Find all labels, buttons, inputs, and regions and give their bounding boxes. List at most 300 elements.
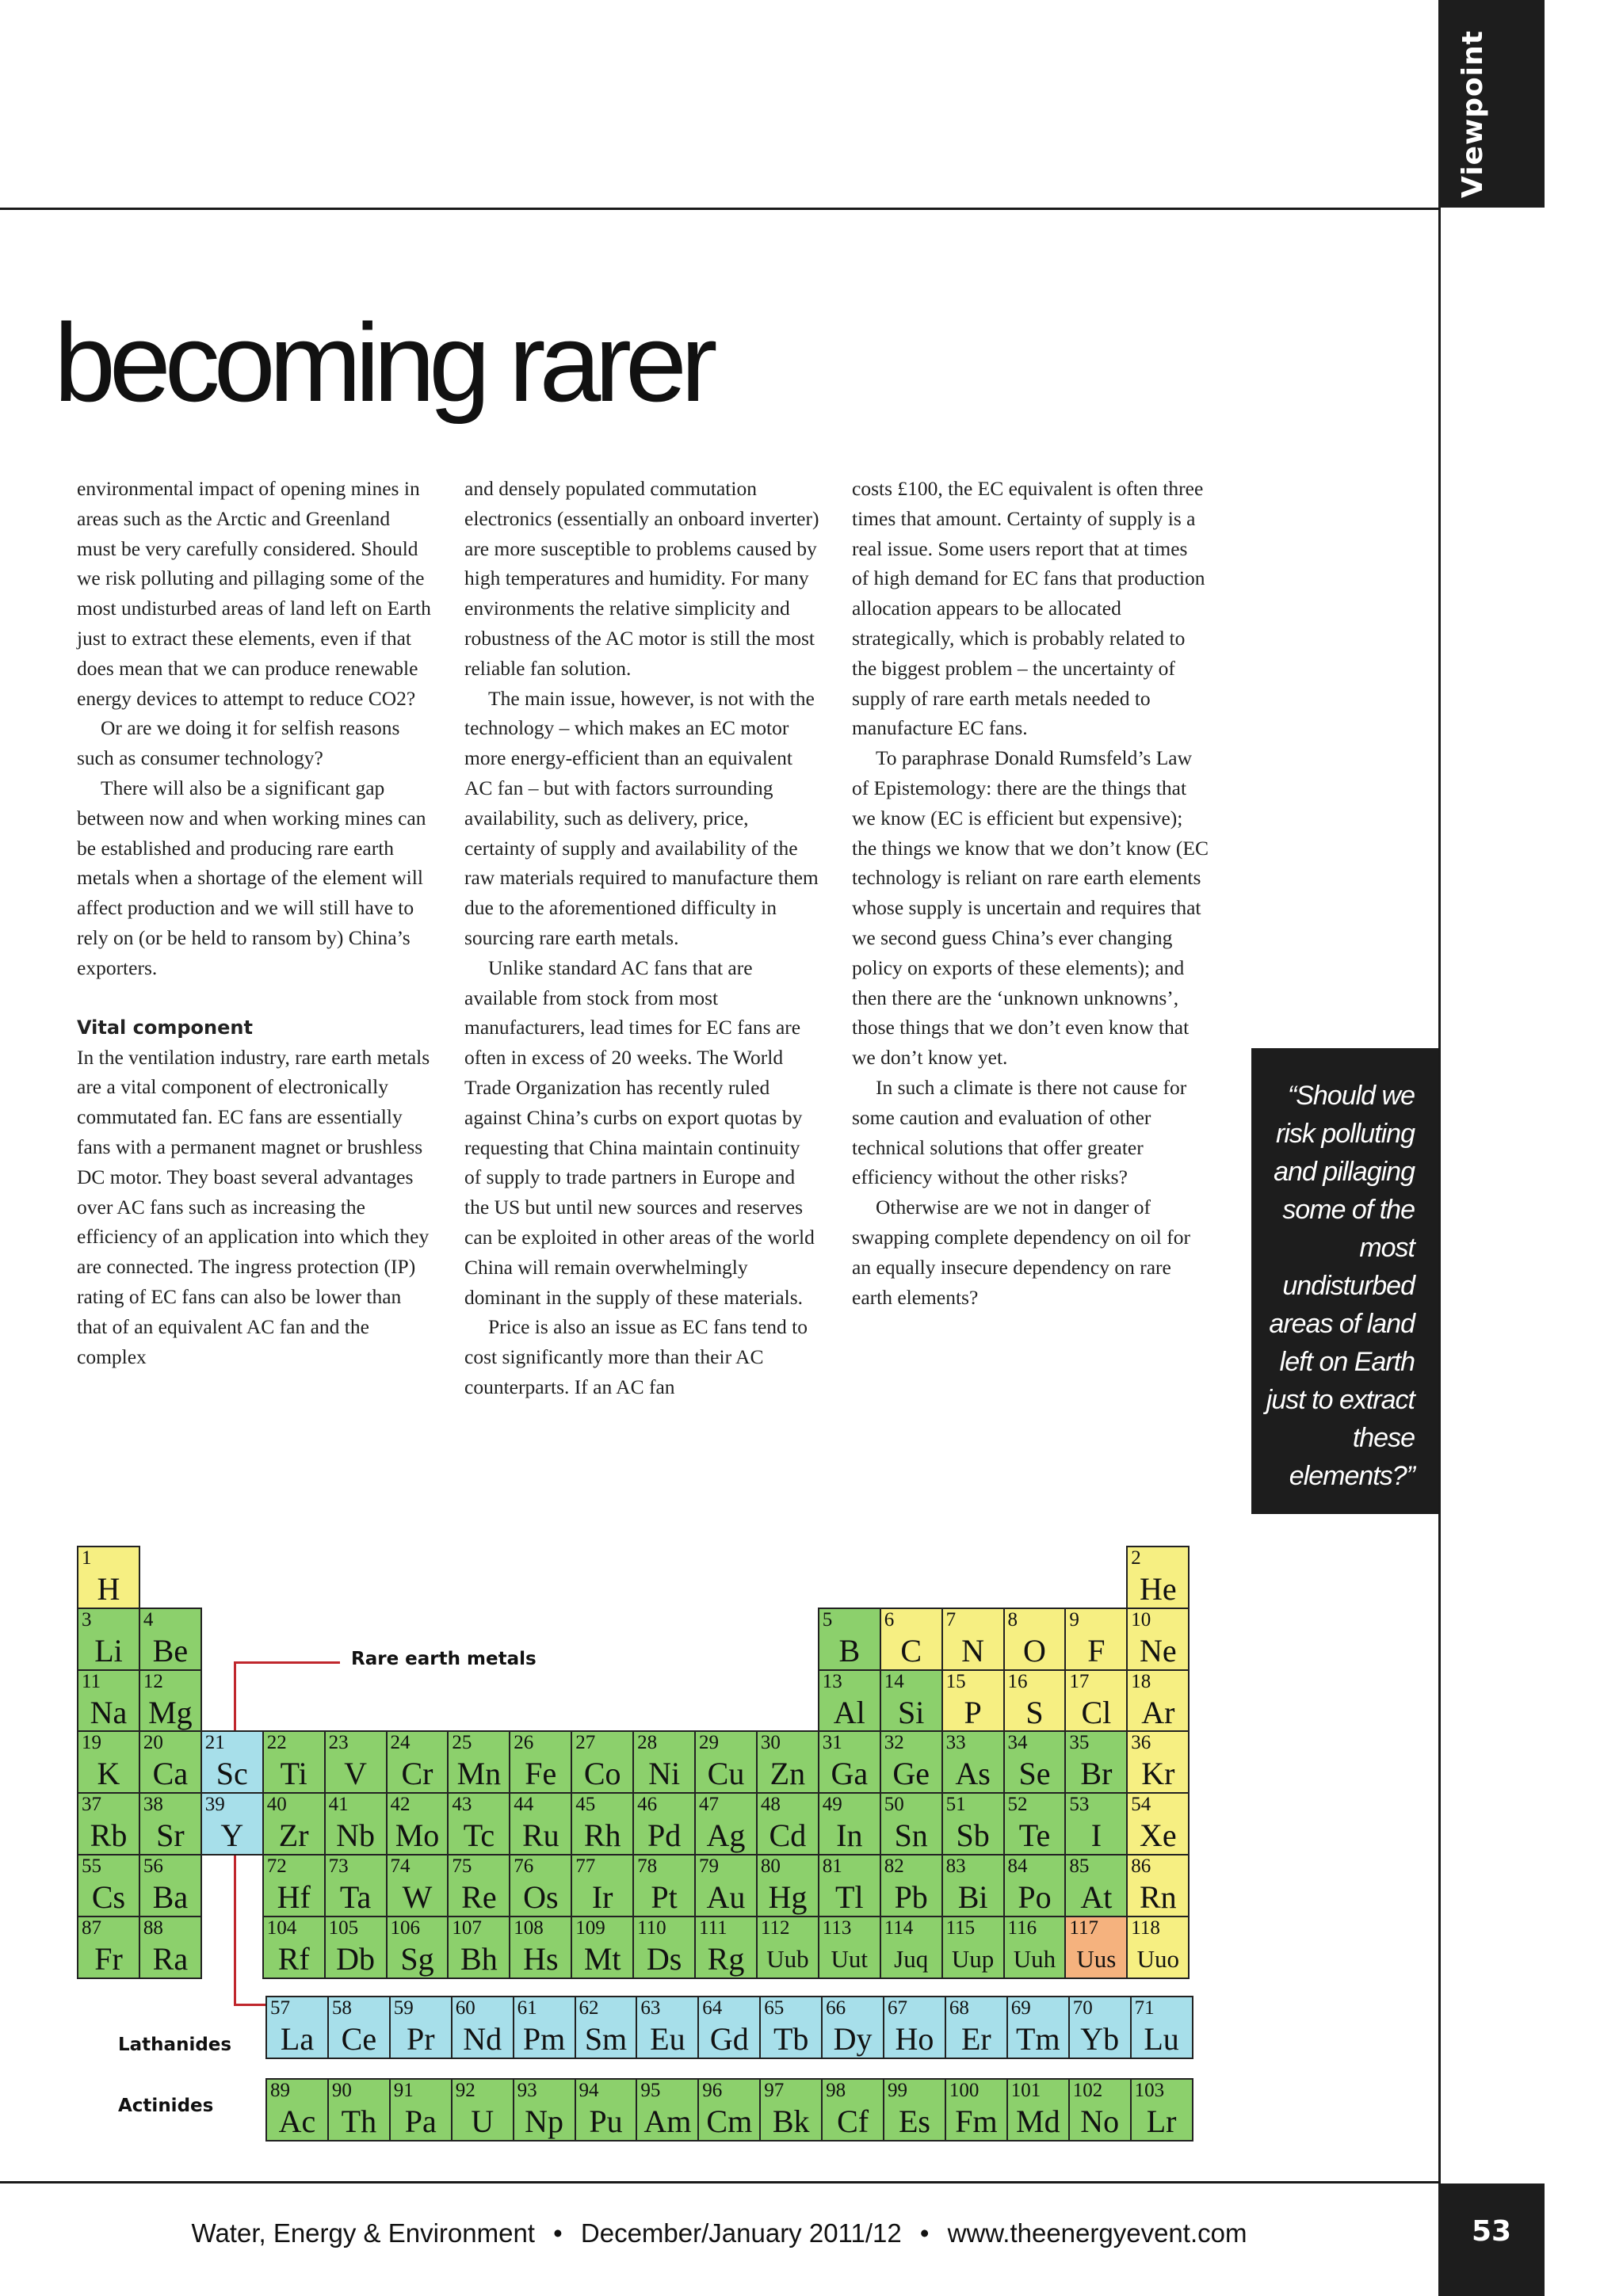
element-symbol: Nb [336, 1817, 376, 1854]
element-symbol: Tl [835, 1879, 864, 1915]
atomic-number: 81 [822, 1855, 842, 1877]
element-symbol: Fr [94, 1940, 123, 1977]
atomic-number: 38 [143, 1794, 163, 1816]
element-cell [447, 1916, 510, 1979]
element-symbol: K [97, 1756, 120, 1792]
element-cell [632, 1730, 696, 1794]
element-symbol: Pr [407, 2021, 435, 2057]
body-paragraph: Price is also an issue as EC fans tend to cost significantly more than their AC counterparts. If an AC fan [464, 1315, 808, 1398]
element-cell [880, 1730, 943, 1794]
body-paragraph: environmental impact of opening mines in areas such as the Arctic and Greenland must be very carefully considered. Should we risk polluting and pillaging some of the most undisturbed areas of land left on Earth just to extract these elements, even if that does mean that we can produce renewable energy devices to attempt to reduce CO2? [77, 477, 431, 710]
atomic-number: 36 [1131, 1732, 1151, 1754]
atomic-number: 85 [1069, 1855, 1090, 1877]
atomic-number: 8 [1007, 1608, 1018, 1630]
element-cell [756, 1792, 819, 1855]
element-cell [1126, 1546, 1190, 1609]
atomic-number: 87 [82, 1917, 101, 1939]
element-cell [262, 1792, 326, 1855]
element-cell [1068, 1996, 1132, 2059]
atomic-number: 71 [1134, 1997, 1155, 2019]
footer-separator: • [553, 2218, 563, 2248]
atomic-number: 44 [514, 1794, 534, 1816]
element-symbol: Tm [1016, 2021, 1060, 2057]
atomic-number: 75 [452, 1855, 472, 1877]
element-symbol: Er [961, 2021, 991, 2057]
element-symbol: Db [336, 1940, 376, 1977]
element-cell [880, 1854, 943, 1917]
atomic-number: 23 [328, 1732, 349, 1754]
element-cell [509, 1792, 572, 1855]
element-cell [77, 1546, 140, 1609]
element-cell [77, 1608, 140, 1671]
element-cell [694, 1854, 758, 1917]
element-cell [1126, 1854, 1190, 1917]
body-paragraph: and densely populated commutation electronics (essentially an onboard inverter) are more susceptible to problems caused by high temperatures and humidity. For many environments the relative simplicity and robustness of the AC motor is still the most reliable fan solution. [464, 477, 819, 680]
atomic-number: 46 [637, 1794, 658, 1816]
atomic-number: 94 [579, 2080, 599, 2101]
element-cell [941, 1730, 1005, 1794]
element-cell [200, 1730, 264, 1794]
element-symbol: Mt [583, 1940, 621, 1977]
atomic-number: 89 [270, 2080, 290, 2101]
atomic-number: 95 [640, 2080, 661, 2101]
element-symbol: As [955, 1756, 991, 1792]
atomic-number: 111 [699, 1917, 727, 1939]
atomic-number: 43 [452, 1794, 472, 1816]
element-cell [697, 1996, 761, 2059]
element-symbol: H [97, 1571, 120, 1607]
element-symbol: Hf [277, 1879, 311, 1915]
atomic-number: 33 [945, 1732, 966, 1754]
atomic-number: 55 [82, 1855, 101, 1877]
element-cell [77, 1669, 140, 1733]
atomic-number: 107 [452, 1917, 482, 1939]
atomic-number: 34 [1007, 1732, 1028, 1754]
element-cell [139, 1669, 202, 1733]
element-cell [1064, 1792, 1128, 1855]
element-symbol: He [1139, 1571, 1177, 1607]
element-symbol: Sc [216, 1756, 248, 1792]
element-cell [941, 1669, 1005, 1733]
atomic-number: 7 [945, 1608, 957, 1630]
atomic-number: 39 [204, 1794, 225, 1816]
pull-quote-box [1251, 1048, 1438, 1514]
element-symbol: Ir [591, 1879, 613, 1915]
pull-quote: “Should we risk polluting and pillaging some of the most undisturbed areas of land left on Earth just to extract these elements?” [1266, 1081, 1415, 1491]
atomic-number: 30 [760, 1732, 781, 1754]
element-symbol: Zn [769, 1756, 806, 1792]
body-paragraph: Unlike standard AC fans that are available from stock from most manufacturers, lead times for EC fans are often in excess of 20 weeks. The World Trade Organization has recently ruled against China’s curbs on export quotas by requesting that China maintain continuity of supply to trade partners in Europe and the US but until new sources and reserves can be exploited in other areas of the world China will remain overwhelmingly dominant in the supply of these materials. [464, 955, 815, 1309]
element-symbol: Te [1018, 1817, 1051, 1854]
element-symbol: Uuo [1136, 1944, 1179, 1973]
element-cell [386, 1854, 449, 1917]
element-cell [451, 1996, 514, 2059]
element-cell [265, 1996, 329, 2059]
element-symbol: Lu [1144, 2021, 1179, 2057]
atomic-number: 91 [393, 2080, 414, 2101]
atomic-number: 13 [822, 1670, 842, 1692]
element-symbol: Ho [895, 2021, 934, 2057]
element-cell [1126, 1916, 1190, 1979]
atomic-number: 4 [143, 1608, 154, 1630]
footer-separator: • [919, 2218, 930, 2248]
element-cell [880, 1916, 943, 1979]
atomic-number: 45 [575, 1794, 596, 1816]
element-cell [386, 1792, 449, 1855]
atomic-number: 21 [204, 1732, 225, 1754]
element-cell [1064, 1608, 1128, 1671]
atomic-number: 9 [1069, 1608, 1079, 1630]
element-cell [1064, 1854, 1128, 1917]
body-paragraph: The main issue, however, is not with the technology – which makes an EC motor more energy-efficient than an equivalent AC fan – but with factors surrounding availability, such as delivery, price, certainty of supply and availability of the raw materials required to manufacture them due to the aforementioned difficulty in sourcing rare earth metals. [464, 686, 819, 949]
element-symbol: N [961, 1632, 985, 1669]
element-symbol: Cl [1081, 1694, 1112, 1730]
element-symbol: Be [152, 1632, 189, 1669]
element-symbol: Tc [463, 1817, 495, 1854]
element-symbol: Pa [404, 2103, 437, 2139]
page-number-box [1438, 2183, 1545, 2296]
element-symbol: Ge [892, 1756, 930, 1792]
element-symbol: Bk [772, 2103, 810, 2139]
element-symbol: Hg [768, 1879, 808, 1915]
element-cell [324, 1854, 388, 1917]
element-cell [571, 1792, 634, 1855]
element-symbol: Ca [152, 1756, 189, 1792]
element-symbol: Md [1016, 2103, 1060, 2139]
atomic-number: 72 [266, 1855, 287, 1877]
element-symbol: Ga [831, 1756, 869, 1792]
element-symbol: Sr [156, 1817, 185, 1854]
element-symbol: Fe [525, 1756, 557, 1792]
element-symbol: Pt [651, 1879, 678, 1915]
atomic-number: 5 [822, 1608, 833, 1630]
element-cell [1068, 2078, 1132, 2142]
element-cell [575, 2078, 638, 2142]
element-symbol: Bh [460, 1940, 498, 1977]
atomic-number: 64 [702, 1997, 723, 2019]
atomic-number: 67 [888, 1997, 907, 2019]
element-symbol: Bi [957, 1879, 988, 1915]
element-symbol: Au [706, 1879, 746, 1915]
article-headline: becoming rarer [54, 300, 712, 425]
element-symbol: Dy [833, 2021, 873, 2057]
element-cell [1130, 2078, 1193, 2142]
atomic-number: 3 [82, 1608, 92, 1630]
element-cell [327, 2078, 391, 2142]
atomic-number: 116 [1007, 1917, 1037, 1939]
atomic-number: 2 [1131, 1547, 1141, 1569]
element-cell [262, 1916, 326, 1979]
element-cell [513, 1996, 576, 2059]
atomic-number: 29 [699, 1732, 719, 1754]
element-symbol: S [1025, 1694, 1044, 1730]
element-cell [139, 1854, 202, 1917]
element-cell [77, 1730, 140, 1794]
atomic-number: 57 [270, 1997, 290, 2019]
element-cell [632, 1854, 696, 1917]
element-cell [324, 1730, 388, 1794]
atomic-number: 93 [517, 2080, 537, 2101]
atomic-number: 27 [575, 1732, 596, 1754]
atomic-number: 84 [1007, 1855, 1028, 1877]
atomic-number: 49 [822, 1794, 842, 1816]
rare-earth-pointer-horizontal [234, 1661, 340, 1664]
element-symbol: C [900, 1632, 922, 1669]
element-cell [636, 2078, 699, 2142]
element-symbol: Es [899, 2103, 930, 2139]
element-cell [1006, 2078, 1070, 2142]
element-symbol: Y [220, 1817, 244, 1854]
footer-url[interactable]: www.theenergyevent.com [947, 2218, 1247, 2248]
element-cell [389, 1996, 453, 2059]
element-symbol: Ne [1139, 1632, 1177, 1669]
atomic-number: 42 [390, 1794, 411, 1816]
element-cell [77, 1916, 140, 1979]
atomic-number: 18 [1131, 1670, 1151, 1692]
element-symbol: Al [833, 1694, 865, 1730]
atomic-number: 52 [1007, 1794, 1028, 1816]
element-symbol: Re [461, 1879, 497, 1915]
element-cell [77, 1792, 140, 1855]
atomic-number: 73 [328, 1855, 349, 1877]
element-symbol: Rb [90, 1817, 128, 1854]
element-cell [77, 1854, 140, 1917]
element-symbol: Si [898, 1694, 925, 1730]
element-symbol: At [1080, 1879, 1113, 1915]
element-symbol: Rn [1139, 1879, 1177, 1915]
atomic-number: 68 [949, 1997, 969, 2019]
element-cell [632, 1916, 696, 1979]
element-cell [945, 1996, 1008, 2059]
element-symbol: Cd [769, 1817, 807, 1854]
element-cell [756, 1916, 819, 1979]
actinides-label: Actinides [118, 2096, 214, 2116]
atomic-number: 100 [949, 2080, 980, 2101]
element-cell [756, 1854, 819, 1917]
element-cell [945, 2078, 1008, 2142]
element-cell [818, 1792, 881, 1855]
element-cell [1003, 1608, 1067, 1671]
element-symbol: Mo [395, 1817, 440, 1854]
element-symbol: Xe [1139, 1817, 1177, 1854]
atomic-number: 118 [1131, 1917, 1160, 1939]
atomic-number: 19 [82, 1732, 101, 1754]
element-symbol: Ni [648, 1756, 681, 1792]
body-paragraph: Otherwise are we not in danger of swapping complete dependency on oil for an equally insecure dependency on rare earth elements? [852, 1196, 1191, 1309]
element-symbol: Na [90, 1694, 128, 1730]
footer-rule [0, 2181, 1438, 2183]
element-cell [1130, 1996, 1193, 2059]
atomic-number: 51 [945, 1794, 966, 1816]
element-symbol: Uus [1076, 1944, 1117, 1973]
element-symbol: Ru [521, 1817, 559, 1854]
atomic-number: 26 [514, 1732, 534, 1754]
atomic-number: 112 [760, 1917, 790, 1939]
body-column-2 [464, 474, 821, 1402]
element-cell [389, 2078, 453, 2142]
element-cell [1003, 1792, 1067, 1855]
element-symbol: Mg [148, 1694, 193, 1730]
element-cell [1064, 1669, 1128, 1733]
atomic-number: 109 [575, 1917, 605, 1939]
element-cell [327, 1996, 391, 2059]
element-symbol: I [1090, 1817, 1102, 1854]
element-cell [818, 1854, 881, 1917]
element-symbol: Yb [1080, 2021, 1120, 2057]
rare-earth-pointer-lanthanides [234, 2004, 265, 2006]
atomic-number: 47 [699, 1794, 719, 1816]
atomic-number: 15 [945, 1670, 966, 1692]
element-symbol: F [1087, 1632, 1106, 1669]
element-cell [697, 2078, 761, 2142]
element-cell [575, 1996, 638, 2059]
atomic-number: 35 [1069, 1732, 1090, 1754]
atomic-number: 31 [822, 1732, 842, 1754]
element-symbol: Uut [831, 1944, 869, 1973]
element-symbol: Cu [707, 1756, 745, 1792]
element-cell [262, 1730, 326, 1794]
element-symbol: Kr [1141, 1756, 1175, 1792]
element-symbol: Sb [956, 1817, 990, 1854]
element-symbol: Ce [341, 2021, 377, 2057]
atomic-number: 17 [1069, 1670, 1090, 1692]
atomic-number: 106 [390, 1917, 420, 1939]
atomic-number: 58 [331, 1997, 352, 2019]
atomic-number: 61 [517, 1997, 537, 2019]
element-cell [447, 1792, 510, 1855]
element-cell [1126, 1669, 1190, 1733]
right-margin-rule [1438, 0, 1441, 2296]
element-symbol: Pb [894, 1879, 928, 1915]
atomic-number: 77 [575, 1855, 596, 1877]
element-symbol: Lr [1146, 2103, 1177, 2139]
section-tab-label: Viewpoint [1457, 30, 1489, 198]
atomic-number: 11 [82, 1670, 101, 1692]
element-symbol: Li [94, 1632, 123, 1669]
element-cell [941, 1608, 1005, 1671]
atomic-number: 59 [393, 1997, 414, 2019]
element-cell [265, 2078, 329, 2142]
element-cell [262, 1854, 326, 1917]
element-cell [636, 1996, 699, 2059]
atomic-number: 114 [884, 1917, 914, 1939]
atomic-number: 28 [637, 1732, 658, 1754]
element-symbol: Th [341, 2103, 377, 2139]
atomic-number: 78 [637, 1855, 658, 1877]
body-column-1 [77, 474, 433, 1371]
element-symbol: Uup [951, 1944, 995, 1973]
element-symbol: Gd [709, 2021, 749, 2057]
atomic-number: 108 [514, 1917, 544, 1939]
section-tab [1438, 0, 1545, 208]
element-symbol: Am [643, 2103, 692, 2139]
element-symbol: Sm [584, 2021, 628, 2057]
body-paragraph: costs £100, the EC equivalent is often three times that amount. Certainty of supply is a real issue. Some users report that at times of high demand for EC fans that production allocation appears to be allocated strategically, which is probably related to the biggest problem – the uncertainty of supply of rare earth metals needed to manufacture EC fans. [852, 477, 1205, 740]
element-cell [451, 2078, 514, 2142]
element-symbol: Cs [91, 1879, 126, 1915]
body-paragraph: There will also be a significant gap between now and when working mines can be established and producing rare earth metals when a shortage of the element will affect production and we will still have to rely on (or be held to ransom by) China’s exporters. [77, 776, 426, 979]
element-cell [818, 1669, 881, 1733]
atomic-number: 117 [1069, 1917, 1098, 1939]
body-paragraph: To paraphrase Donald Rumsfeld’s Law of Epistemology: there are the things that we know (EC is efficient but expensive); the things we know that we don’t know (EC technology is reliant on rare earth elements whose supply is uncertain and requires that we second guess China’s ever changing policy on exports of these elements); and then there are the ‘unknown unknowns’, those things that we don’t even know that we don’t know yet. [852, 746, 1209, 1070]
element-symbol: Zr [278, 1817, 309, 1854]
atomic-number: 103 [1134, 2080, 1165, 2101]
element-symbol: Ra [152, 1940, 189, 1977]
element-cell [694, 1792, 758, 1855]
footer-issue: December/January 2011/12 [580, 2218, 902, 2248]
element-cell [821, 1996, 884, 2059]
rare-earth-label: Rare earth metals [351, 1649, 537, 1669]
element-cell [756, 1730, 819, 1794]
atomic-number: 86 [1131, 1855, 1151, 1877]
element-symbol: Juq [894, 1944, 929, 1973]
atomic-number: 80 [760, 1855, 781, 1877]
element-cell [386, 1730, 449, 1794]
element-symbol: O [1023, 1632, 1046, 1669]
atomic-number: 53 [1069, 1794, 1090, 1816]
atomic-number: 104 [266, 1917, 297, 1939]
element-symbol: Se [1018, 1756, 1051, 1792]
atomic-number: 32 [884, 1732, 904, 1754]
element-cell [880, 1608, 943, 1671]
element-cell [571, 1854, 634, 1917]
element-symbol: W [402, 1879, 433, 1915]
element-symbol: Ar [1141, 1694, 1175, 1730]
atomic-number: 76 [514, 1855, 534, 1877]
element-cell [694, 1916, 758, 1979]
element-symbol: Uub [766, 1944, 809, 1973]
atomic-number: 24 [390, 1732, 411, 1754]
element-symbol: Fm [955, 2103, 998, 2139]
element-symbol: Ta [339, 1879, 372, 1915]
element-symbol: Co [583, 1756, 621, 1792]
element-symbol: Sg [400, 1940, 434, 1977]
element-cell [818, 1730, 881, 1794]
atomic-number: 16 [1007, 1670, 1028, 1692]
atomic-number: 48 [760, 1794, 781, 1816]
element-symbol: Po [1018, 1879, 1052, 1915]
element-symbol: Hs [523, 1940, 559, 1977]
element-cell [941, 1916, 1005, 1979]
atomic-number: 110 [637, 1917, 666, 1939]
atomic-number: 56 [143, 1855, 163, 1877]
element-cell [1003, 1916, 1067, 1979]
atomic-number: 69 [1010, 1997, 1031, 2019]
footer-publication: Water, Energy & Environment [191, 2218, 535, 2248]
page-footer [0, 2218, 1438, 2248]
atomic-number: 97 [764, 2080, 785, 2101]
element-symbol: Os [523, 1879, 559, 1915]
element-symbol: V [344, 1756, 368, 1792]
element-cell [1064, 1916, 1128, 1979]
element-cell [447, 1854, 510, 1917]
element-cell [883, 1996, 946, 2059]
element-symbol: Rg [707, 1940, 745, 1977]
atomic-number: 25 [452, 1732, 472, 1754]
element-cell [941, 1792, 1005, 1855]
atomic-number: 70 [1072, 1997, 1093, 2019]
element-symbol: Cf [837, 2103, 869, 2139]
element-cell [509, 1854, 572, 1917]
element-cell [759, 1996, 823, 2059]
element-symbol: Cm [706, 2103, 753, 2139]
subheading: Vital component [77, 1016, 253, 1039]
element-cell [1003, 1669, 1067, 1733]
element-cell [759, 2078, 823, 2142]
element-cell [1003, 1854, 1067, 1917]
body-column-3 [852, 474, 1209, 1312]
element-symbol: Pm [522, 2021, 566, 2057]
